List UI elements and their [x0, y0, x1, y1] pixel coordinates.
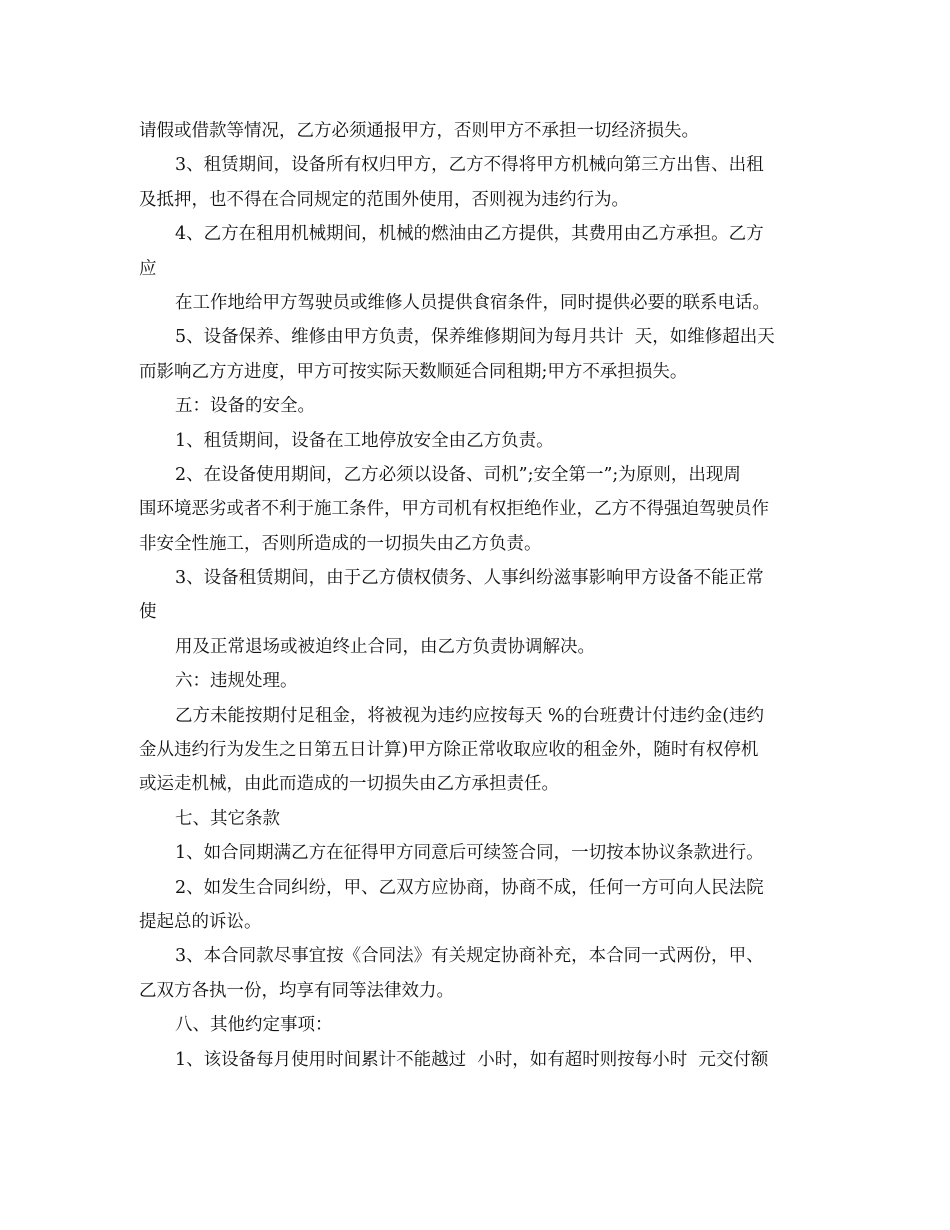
paragraph-line: 在工作地给甲方驾驶员或维修人员提供食宿条件，同时提供必要的联系电话。	[175, 292, 770, 313]
paragraph-line: 3、设备租赁期间，由于乙方债权债务、人事纠纷滋事影响甲方设备不能正常	[175, 568, 764, 589]
paragraph-line: 及抵押，也不得在合同规定的范围外使用，否则视为违约行为。	[139, 189, 629, 210]
paragraph-line: 乙方未能按期付足租金，将被视为违约应按每天 %的台班费计付违约金(违约	[175, 705, 765, 726]
paragraph-line: 非安全性施工，否则所造成的一切损失由乙方负责。	[139, 533, 542, 554]
paragraph-line: 1、如合同期满乙方在征得甲方同意后可续签合同，一切按本协议条款进行。	[175, 843, 764, 864]
paragraph-line: 八、其他约定事项：	[175, 1015, 333, 1036]
paragraph-line: 五：设备的安全。	[175, 396, 315, 417]
paragraph-line: 用及正常退场或被迫终止合同，由乙方负责协调解决。	[175, 636, 595, 657]
paragraph-line: 金从违约行为发生之日第五日计算)甲方除正常收取应收的租金外，随时有权停机	[139, 740, 759, 761]
paragraph-line: 3、租赁期间，设备所有权归甲方，乙方不得将甲方机械向第三方出售、出租	[175, 155, 764, 176]
paragraph-line: 请假或借款等情况，乙方必须通报甲方，否则甲方不承担一切经济损失。	[139, 121, 699, 141]
paragraph-line: 六：违规处理。	[175, 671, 298, 692]
paragraph-line: 而影响乙方方进度，甲方可按实际天数顺延合同租期;甲方不承担损失。	[139, 361, 688, 382]
paragraph-line: 使	[139, 602, 157, 623]
paragraph-line: 乙双方各执一份，均享有同等法律效力。	[139, 980, 454, 1001]
paragraph-line: 1、该设备每月使用时间累计不能越过 小时，如有超时则按每小时 元交付额	[175, 1049, 769, 1070]
paragraph-line: 或运走机械，由此而造成的一切损失由乙方承担责任。	[139, 774, 559, 795]
paragraph-line: 1、租赁期间，设备在工地停放安全由乙方负责。	[175, 430, 554, 451]
paragraph-line: 提起总的诉讼。	[139, 911, 262, 932]
paragraph-line: 2、如发生合同纠纷，甲、乙双方应协商，协商不成，任何一方可向人民法院	[175, 877, 764, 898]
paragraph-line: 围环境恶劣或者不利于施工条件，甲方司机有权拒绝作业，乙方不得强迫驾驶员作	[139, 499, 769, 520]
paragraph-line: 5、设备保养、维修由甲方负责，保养维修期间为每月共计 天，如维修超出天	[175, 327, 775, 348]
paragraph-line: 应	[139, 258, 157, 279]
paragraph-line: 4、乙方在租用机械期间，机械的燃油由乙方提供，其费用由乙方承担。乙方	[175, 224, 764, 245]
paragraph-line: 七、其它条款	[175, 808, 280, 829]
paragraph-line: 3、本合同款尽事宜按《合同法》有关规定协商补充，本合同一式两份，甲、	[175, 946, 764, 967]
paragraph-line: 2、在设备使用期间，乙方必须以设备、司机”;安全第一”;为原则，出现周	[175, 464, 741, 485]
contract-body-text	[139, 114, 819, 1077]
